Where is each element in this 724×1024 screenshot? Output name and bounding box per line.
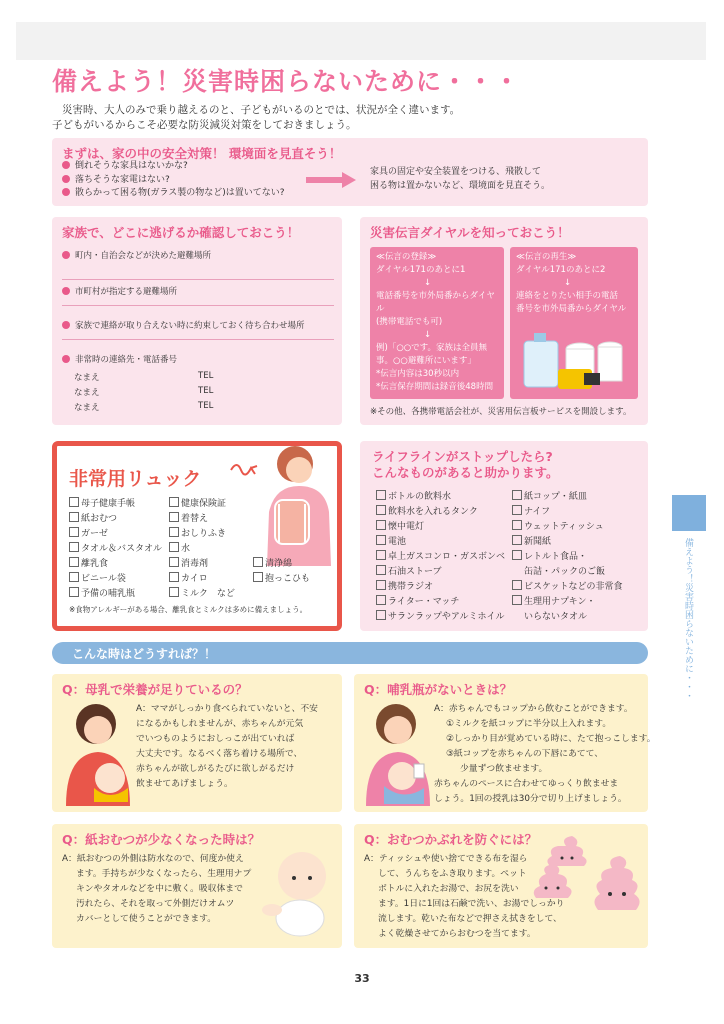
dial-register-box: ≪伝言の登録≫ ダイヤル171のあとに1 ↓ 電話番号を市外局番からダイヤル (携帯電話でも可) ↓ 例)「○○です。家族は全員無 事。○○避難所にいます」 *伝言内容は30秒以内 *伝言保存期間は録音後48時間 (370, 247, 504, 399)
bullet-icon (62, 161, 70, 169)
page-title: 備えよう！災害時困らないために・・・ (52, 67, 521, 96)
qa-answer: A：紙おむつの外側は防水なので、何度か使え ます。手持ちが少なくなったら、生理用ナプ キンやタオルなどを中に敷く。吸収体まで 汚れたら、それを取って外側だけオムツ カバーとして使うことができます。 (62, 854, 252, 924)
checklist-item: ガーゼ (69, 526, 108, 539)
rucksack-heading: 非常用リュック (69, 468, 202, 490)
contact-name-label: なまえ (74, 388, 100, 398)
supplies-illustration (520, 325, 632, 395)
lifeline-heading: ライフラインがストップしたら? こんなものがあると助かります。 (372, 449, 559, 480)
checklist-item: ライター・マッチ (376, 594, 459, 607)
intro-text: 災害時、大人のみで乗り越えるのと、子どもがいるのとでは、状況が全く違います。 子どもがいるからこそ必要な防災減災対策をしておきましょう。 (52, 104, 461, 131)
checklist-item: ビスケットなどの非常食 (512, 579, 623, 592)
qa-answer: A：赤ちゃんでもコップから飲むことができます。 ①ミルクを紙コップに半分以上入れます。 ②しっかり目が覚めている時に、たて抱っこします。 ③紙コップを赤ちゃんの下唇にあてて、 少量ずつ飲ませます。 赤ちゃんのペースに合わせてゆっくり飲ませま しょう。1回の授乳は30分で切り上げましょう。 (434, 704, 656, 804)
checklist-item: 予備の哺乳瓶 (69, 586, 135, 599)
checklist-item: 着替え (169, 511, 208, 524)
bullet-icon (62, 188, 70, 196)
contact-name-label: なまえ (74, 403, 100, 413)
evacuation-section (52, 217, 342, 425)
top-bar (16, 22, 706, 60)
checklist-item: ボトルの飲料水 (376, 489, 451, 502)
qa-question: Q：おむつかぶれを防ぐには？ (364, 832, 538, 847)
contact-tel-label: TEL (198, 386, 214, 396)
qa-question: Q：哺乳瓶がないときは？ (364, 682, 513, 697)
checklist-item: 紙おむつ (69, 511, 117, 524)
checklist-item: 生理用ナプキン・ (512, 594, 596, 607)
lifeline-section (360, 441, 648, 631)
checklist-item: 飲料水を入れるタンク (376, 504, 478, 517)
qa-breastmilk (52, 674, 342, 812)
checklist-item: 抱っこひも (253, 571, 310, 584)
home-safety-result: 家具の固定や安全装置をつける、飛散して 困る物は置かないなど、環境面を見直そう。 (370, 167, 551, 191)
qa-no-bottle (354, 674, 656, 812)
checklist-item: 水 (169, 541, 190, 554)
checklist-item: 清浄綿 (253, 556, 292, 569)
evacuation-field-local: 町内・自治会などが決めた避難場所 (62, 249, 334, 261)
checklist-item: 健康保険証 (169, 496, 226, 509)
side-tab-label: 備えよう！災害時困らないために・・・ (683, 538, 693, 700)
checklist-item: ミルク など (169, 586, 235, 599)
qa-question: Q：母乳で栄養が足りているの？ (62, 682, 248, 697)
list-item: 散らかって困る物(ガラス製の物など)は置いてない? (62, 187, 285, 201)
message-dial-section (360, 217, 648, 425)
checklist-item: サランラップやアルミホイル (376, 609, 504, 622)
contact-name-label: なまえ (74, 373, 100, 383)
list-item: 落ちそうな家電はない? (62, 174, 285, 188)
evacuation-heading: 家族で、どこに逃げるか確認しておこう！ (62, 225, 300, 240)
faq-band-title: こんな時はどうすれば？！ (72, 647, 217, 661)
mother-nursing-illustration (58, 702, 136, 806)
mother-with-rucksack-illustration (255, 442, 341, 572)
checklist-item: 電池 (376, 534, 406, 547)
evacuation-field-contact: 非常時の連絡先・電話番号 (62, 353, 334, 365)
emergency-rucksack-section (52, 441, 342, 631)
checklist-item: 紙コップ・紙皿 (512, 489, 587, 502)
side-tab (672, 495, 706, 531)
home-safety-list (62, 160, 285, 201)
checklist-item: 離乳食 (69, 556, 108, 569)
checklist-item: ナイフ (512, 504, 550, 517)
checklist-item-continued: いらないタオル (524, 612, 588, 622)
qa-diaper-rash (354, 824, 648, 948)
qa-answer: A：ティッシュや使い捨てできる布を湿ら して、うんちをふき取ります。ペット ボトルに入れたお湯で、お尻を洗い ます。1日に1回は石鹸で洗い、お湯でしっかり 流します。乾いた布などで押さえ拭きをして、 よく乾燥させてからおむつを当てます。 (364, 854, 565, 939)
contact-tel-label: TEL (198, 371, 214, 381)
dial-note: ※その他、各携帯電話会社が、災害用伝言板サービスを開設します。 (370, 407, 632, 417)
arrow-right-icon (306, 172, 356, 188)
checklist-item: カイロ (169, 571, 208, 584)
checklist-item: 石油ストーブ (376, 564, 442, 577)
bullet-icon (62, 175, 70, 183)
qa-answer: A：ママがしっかり食べられていないと、不安 になるかもしれませんが、赤ちゃんが元気 でいつものようにおしっこが出ていれば 大丈夫です。なるべく落ち着ける場所で、 赤ちゃんが欲しがるたびに欲しがるだけ 飲ませてあげましょう。 (136, 704, 318, 789)
checklist-item: 母子健康手帳 (69, 496, 135, 509)
rucksack-footnote: ※食物アレルギーがある場合、離乳食とミルクは多めに備えましょう。 (69, 605, 308, 614)
evacuation-field-city: 市町村が指定する避難場所 (62, 285, 334, 297)
contact-tel-label: TEL (198, 401, 214, 411)
page-number: 33 (354, 972, 370, 985)
faq-band (52, 642, 648, 664)
checklist-item: ビニール袋 (69, 571, 126, 584)
qa-question: Q：紙おむつが少なくなった時は？ (62, 832, 261, 847)
checklist-item: レトルト食品・ (512, 549, 587, 562)
checklist-item: 卓上ガスコンロ・ガスボンベ (376, 549, 505, 562)
checklist-item-continued: 缶詰・パックのご飯 (524, 567, 606, 577)
checklist-item: 新聞紙 (512, 534, 551, 547)
bullet-icon (62, 321, 70, 329)
checklist-item: 消毒剤 (169, 556, 208, 569)
qa-few-diapers (52, 824, 342, 948)
dial-playback-box: ≪伝言の再生≫ ダイヤル171のあとに2 ↓ 連絡をとりたい相手の電話 番号を市外局番からダイヤル (510, 247, 638, 399)
bullet-icon (62, 355, 70, 363)
checklist-item: おしりふき (169, 526, 226, 539)
list-item: 倒れそうな家具はないかな? (62, 160, 285, 174)
checklist-item: 携帯ラジオ (376, 579, 433, 592)
home-safety-heading: まずは、家の中の安全対策！ 環境面を見直そう！ (62, 146, 342, 161)
home-safety-section (52, 138, 648, 206)
bullet-icon (62, 287, 70, 295)
baby-illustration (258, 848, 338, 942)
checklist-item: ウェットティッシュ (512, 519, 604, 532)
checklist-item: タオル＆バスタオル (69, 541, 162, 554)
poop-characters-illustration (532, 834, 644, 914)
mother-cup-feeding-illustration (360, 702, 436, 806)
message-dial-heading: 災害伝言ダイヤルを知っておこう！ (370, 225, 570, 240)
bullet-icon (62, 251, 70, 259)
evacuation-field-meeting: 家族で連絡が取り合えない時に約束しておく待ち合わせ場所 (62, 319, 334, 331)
checklist-item: 懐中電灯 (376, 519, 424, 532)
